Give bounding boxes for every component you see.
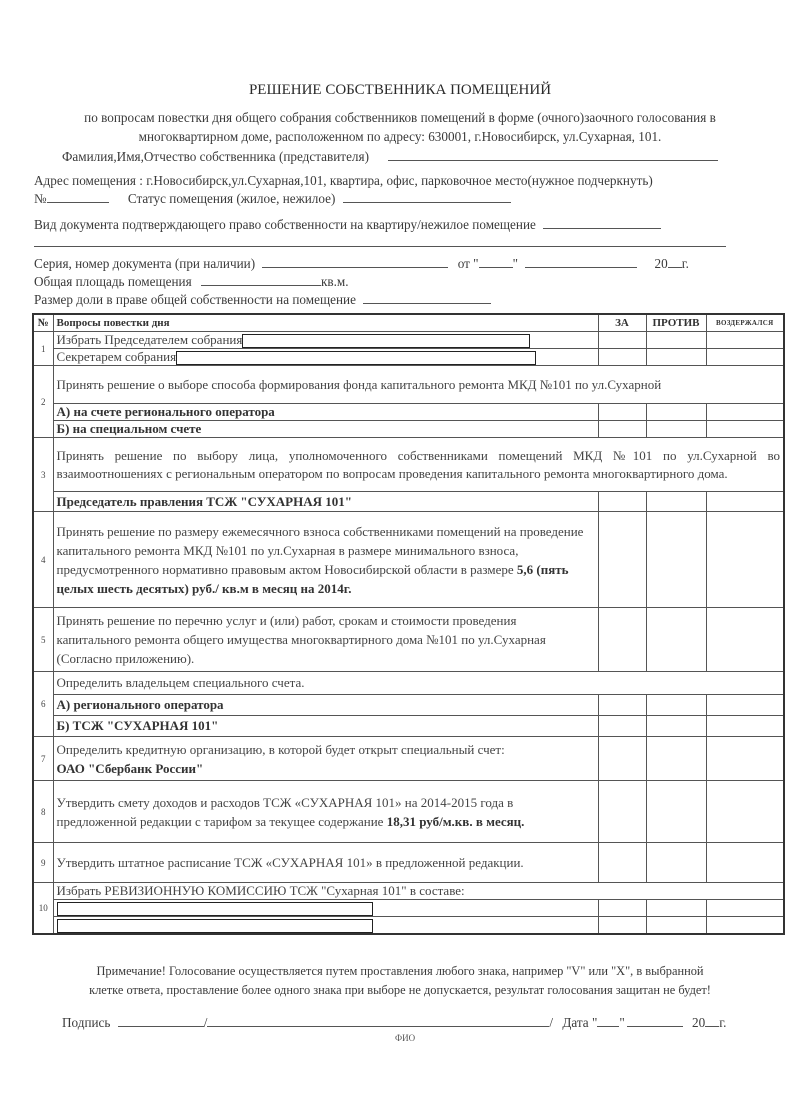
table-row	[33, 366, 784, 404]
question-number: 10	[33, 883, 53, 935]
table-row	[33, 512, 784, 608]
vote-for-cell[interactable]	[598, 737, 646, 781]
status-field[interactable]	[343, 191, 511, 203]
date-day-field[interactable]	[479, 256, 513, 268]
question-number: 4	[33, 512, 53, 608]
share-row	[34, 292, 491, 308]
vote-abstain-cell[interactable]	[706, 917, 784, 935]
number-label: №	[34, 191, 47, 206]
option-text: А) на счете регионального оператора	[53, 404, 598, 421]
vote-abstain-cell[interactable]	[706, 421, 784, 438]
vote-against-cell[interactable]	[646, 512, 706, 608]
doc-type-label: Вид документа подтверждающего право собственности на квартиру/нежилое помещение	[34, 217, 536, 232]
table-row	[33, 917, 784, 935]
question-text	[53, 332, 598, 349]
question-number: 6	[33, 672, 53, 737]
question-text: Избрать РЕВИЗИОННУЮ КОМИССИЮ ТСЖ "Сухарная 101" в составе:	[53, 883, 784, 900]
table-row	[33, 608, 784, 672]
subtitle-line-1: по вопросам повестки дня общего собрания собственников помещений в форме (очного)заочного голосования в	[84, 110, 716, 125]
vote-for-cell[interactable]	[598, 608, 646, 672]
date-month-field[interactable]	[525, 256, 637, 268]
area-unit: кв.м.	[320, 274, 349, 289]
chairman-label: Избрать Председателем собрания	[56, 332, 243, 347]
share-label: Размер доли в праве общей собственности на помещение	[34, 292, 356, 307]
number-status-row	[34, 191, 511, 207]
footer-date-day-field[interactable]	[597, 1015, 619, 1027]
vote-against-cell[interactable]	[646, 492, 706, 512]
vote-abstain-cell[interactable]	[706, 492, 784, 512]
table-row	[33, 716, 784, 737]
vote-abstain-cell[interactable]	[706, 737, 784, 781]
date-year-field[interactable]	[668, 256, 682, 268]
vote-abstain-cell[interactable]	[706, 512, 784, 608]
year-prefix: 20	[692, 1015, 706, 1030]
question-number: 9	[33, 843, 53, 883]
from-label: от "	[457, 256, 479, 271]
slash: /	[549, 1015, 554, 1030]
table-row	[33, 781, 784, 843]
question-text	[53, 349, 598, 366]
doc-type-field[interactable]	[543, 217, 661, 229]
question-text: Утвердить штатное расписание ТСЖ «СУХАРНАЯ 101» в предложенной редакции.	[53, 843, 598, 883]
secretary-name-field[interactable]	[176, 351, 536, 365]
table-row	[33, 843, 784, 883]
vote-against-cell[interactable]	[646, 608, 706, 672]
header-abstain: ВОЗДЕРЖАЛСЯ	[706, 314, 784, 332]
note-line-2: клетке ответа, проставление более одного знака при выборе не допускается, результат голосования защитан не будет!	[89, 983, 711, 997]
table-row	[33, 737, 784, 781]
vote-against-cell[interactable]	[646, 843, 706, 883]
vote-against-cell[interactable]	[646, 737, 706, 781]
question-number: 8	[33, 781, 53, 843]
question-text: Принять решение по перечню услуг и (или) работ, срокам и стоимости проведения капитального ремонта общего имущества многоквартирного дома №101 по ул.Сухарная (Согласно приложению).	[53, 608, 598, 672]
question-body: Определить кредитную организацию, в которой будет открыт специальный счет:	[56, 741, 505, 757]
year-suffix: г.	[681, 256, 689, 271]
commission-member-cell	[53, 900, 598, 917]
question-text	[53, 512, 598, 608]
footer-date-month-field[interactable]	[627, 1015, 683, 1027]
share-field[interactable]	[363, 292, 491, 304]
vote-abstain-cell[interactable]	[706, 781, 784, 843]
table-row	[33, 672, 784, 695]
signature-field[interactable]	[118, 1015, 204, 1027]
question-number: 5	[33, 608, 53, 672]
header-against: ПРОТИВ	[646, 314, 706, 332]
table-row	[33, 695, 784, 716]
year-suffix: г.	[719, 1015, 727, 1030]
header-for: ЗА	[598, 314, 646, 332]
vote-abstain-cell[interactable]	[706, 695, 784, 716]
vote-for-cell[interactable]	[598, 332, 646, 349]
vote-for-cell[interactable]	[598, 900, 646, 917]
vote-against-cell[interactable]	[646, 332, 706, 349]
vote-abstain-cell[interactable]	[706, 332, 784, 349]
option-text: А) регионального оператора	[53, 695, 598, 716]
question-number: 7	[33, 737, 53, 781]
vote-against-cell[interactable]	[646, 404, 706, 421]
question-body: Утвердить смету доходов и расходов ТСЖ «СУХАРНАЯ 101» на 2014-2015 года в предложенной редакции с тарифом за текущее содержание	[56, 794, 514, 829]
question-tariff: 18,31 руб/м.кв. в месяц.	[386, 813, 525, 829]
vote-against-cell[interactable]	[646, 900, 706, 917]
question-text: Принять решение по выбору лица, уполномоченного собственниками помещений МКД №101 по ул.Сухарной во взаимоотношениях с региональным оператором по вопросам проведения капитального ремонта многоквартирного дома.	[53, 438, 784, 492]
header-num: №	[33, 314, 53, 332]
vote-for-cell[interactable]	[598, 492, 646, 512]
vote-for-cell[interactable]	[598, 917, 646, 935]
question-rate: 5,6 (пять целых шесть десятых) руб./ кв.м в месяц на 2014г.	[56, 561, 569, 596]
fio-field[interactable]	[207, 1015, 549, 1027]
date-label: Дата "	[562, 1015, 598, 1030]
signature-row	[62, 1015, 726, 1031]
series-label: Серия, номер документа (при наличии)	[34, 256, 256, 271]
table-row	[33, 404, 784, 421]
vote-against-cell[interactable]	[646, 421, 706, 438]
vote-for-cell[interactable]	[598, 421, 646, 438]
vote-for-cell[interactable]	[598, 695, 646, 716]
voting-table	[32, 313, 785, 935]
vote-for-cell[interactable]	[598, 349, 646, 366]
owner-name-field[interactable]	[388, 149, 718, 161]
vote-against-cell[interactable]	[646, 349, 706, 366]
document-title: РЕШЕНИЕ СОБСТВЕННИКА ПОМЕЩЕНИЙ	[248, 82, 552, 98]
option-text: Председатель правления ТСЖ "СУХАРНАЯ 101"	[53, 492, 598, 512]
quote-close: "	[619, 1015, 625, 1030]
table-row	[33, 349, 784, 366]
doc-type-continuation-field[interactable]	[34, 246, 726, 247]
table-header-row	[33, 314, 784, 332]
doc-type-row	[34, 217, 661, 233]
table-row	[33, 883, 784, 900]
table-row	[33, 492, 784, 512]
slash: /	[203, 1015, 208, 1030]
quote-close: "	[512, 256, 518, 271]
commission-member-cell	[53, 917, 598, 935]
chairman-name-field[interactable]	[242, 334, 530, 348]
header-question: Вопросы повестки дня	[53, 314, 598, 332]
subtitle-line-2: многоквартирном доме, расположенном по адресу: 630001, г.Новосибирск, ул.Сухарная, 101.	[138, 129, 662, 144]
series-field[interactable]	[262, 256, 448, 268]
fio-caption: ФИО	[395, 1033, 416, 1043]
note-line-1: Примечание! Голосование осуществляется путем проставления любого знака, например "V" или "X", в выбранной	[96, 964, 704, 978]
question-number: 1	[33, 332, 53, 366]
question-text: Определить владельцем специального счета.	[53, 672, 784, 695]
vote-abstain-cell[interactable]	[706, 716, 784, 737]
vote-abstain-cell[interactable]	[706, 900, 784, 917]
area-field[interactable]	[201, 274, 321, 286]
table-row	[33, 421, 784, 438]
vote-abstain-cell[interactable]	[706, 349, 784, 366]
vote-for-cell[interactable]	[598, 843, 646, 883]
vote-abstain-cell[interactable]	[706, 608, 784, 672]
vote-against-cell[interactable]	[646, 716, 706, 737]
year-prefix: 20	[654, 256, 668, 271]
commission-member-1-field[interactable]	[57, 902, 373, 916]
footer-date-year-field[interactable]	[705, 1015, 719, 1027]
table-row	[33, 332, 784, 349]
table-row	[33, 438, 784, 492]
status-label: Статус помещения (жилое, нежилое)	[127, 191, 336, 206]
question-text: Принять решение о выборе способа формирования фонда капитального ремонта МКД №101 по ул.Сухарной	[53, 366, 784, 404]
signature-label: Подпись	[62, 1015, 111, 1030]
option-text: Б) ТСЖ "СУХАРНАЯ 101"	[53, 716, 598, 737]
area-row	[34, 274, 349, 290]
vote-for-cell[interactable]	[598, 404, 646, 421]
number-field[interactable]	[47, 191, 109, 203]
owner-name-label: Фамилия,Имя,Отчество собственника (представителя)	[62, 149, 369, 164]
question-number: 2	[33, 366, 53, 438]
question-text	[53, 781, 598, 843]
question-text	[53, 737, 598, 781]
owner-name-row	[62, 149, 718, 165]
series-row	[34, 256, 689, 272]
table-row	[33, 900, 784, 917]
bank-name: ОАО "Сбербанк России"	[56, 760, 204, 776]
vote-for-cell[interactable]	[598, 716, 646, 737]
vote-abstain-cell[interactable]	[706, 404, 784, 421]
address-label: Адрес помещения : г.Новосибирск,ул.Сухарная,101, квартира, офис, парковочное место(нужное подчеркнуть)	[34, 173, 653, 188]
commission-member-2-field[interactable]	[57, 919, 373, 933]
vote-abstain-cell[interactable]	[706, 843, 784, 883]
vote-for-cell[interactable]	[598, 512, 646, 608]
vote-against-cell[interactable]	[646, 917, 706, 935]
question-body: Принять решение по размеру ежемесячного взноса собственниками помещений на проведение капитального ремонта МКД №101 по ул.Сухарная в размере минимального взноса, предусмотренного нормативно правовым актом Новосибирской области в размере	[56, 523, 584, 577]
vote-against-cell[interactable]	[646, 695, 706, 716]
secretary-label: Секретарем собрания	[56, 349, 177, 365]
area-label: Общая площадь помещения	[34, 274, 192, 289]
option-text: Б) на специальном счете	[53, 421, 598, 438]
question-number: 3	[33, 438, 53, 512]
vote-against-cell[interactable]	[646, 781, 706, 843]
vote-for-cell[interactable]	[598, 781, 646, 843]
